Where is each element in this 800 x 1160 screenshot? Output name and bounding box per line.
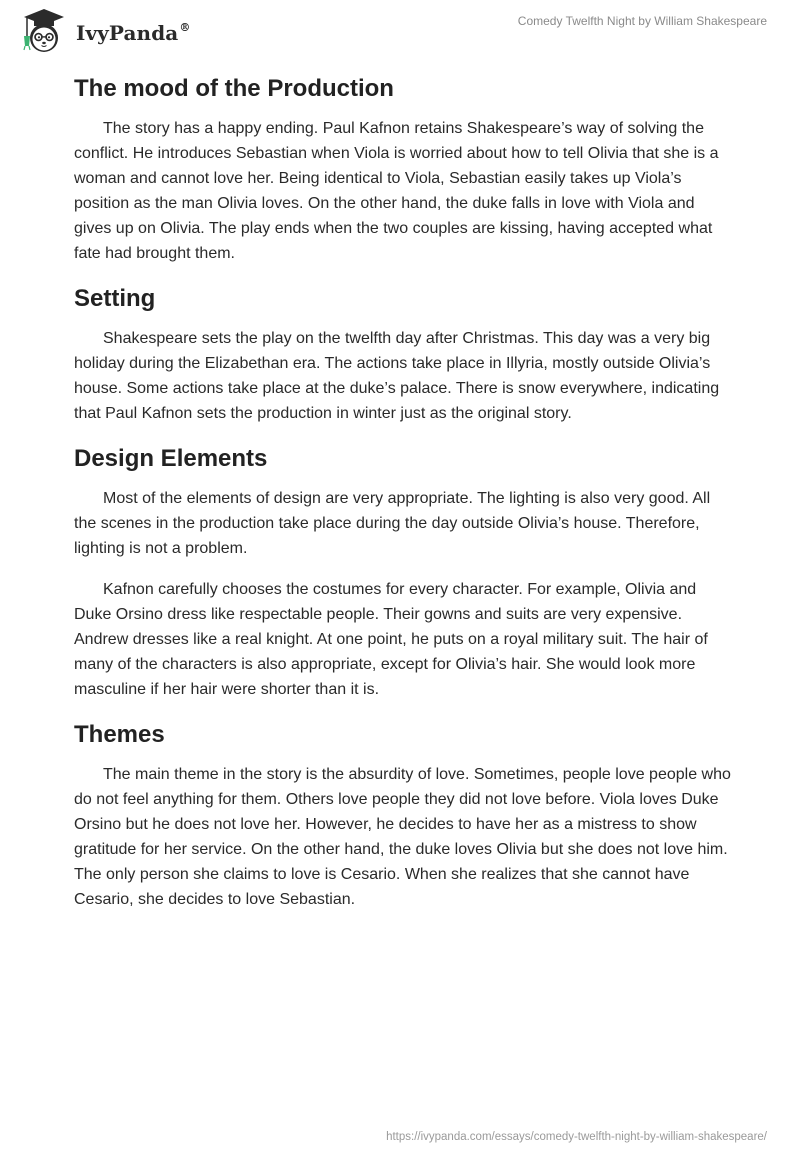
section-mood <box>74 72 734 266</box>
essay-content <box>74 72 734 928</box>
paragraph: Shakespeare sets the play on the twelfth day after Christmas. This day was a very big holiday during the Elizabethan era. The actions take place in Illyria, mostly outside Olivia’s house. Some actions take place at the duke’s palace. There is snow everywhere, indicating that Paul Kafnon sets the production in winter just as the original story. <box>74 330 720 422</box>
registered-mark: ® <box>179 21 191 34</box>
section-heading: Themes <box>74 721 165 748</box>
paragraph: Most of the elements of design are very appropriate. The lighting is also very good. All the scenes in the production take place during the day outside Olivia’s house. Therefore, lighting is not a problem. <box>74 490 711 557</box>
panda-graduate-icon <box>14 6 74 56</box>
section-themes <box>74 718 734 912</box>
paragraph: The main theme in the story is the absurdity of love. Sometimes, people love people who do not feel anything for them. Others love people they did not love before. Viola loves Duke Orsino but he does not love her. However, he decides to have her as a mistress to show gratitude for her service. On the other hand, the duke loves Olivia but she does not love him. The only person she claims to love is Cesario. When she realizes that she cannot have Cesario, she decides to love Sebastian. <box>74 766 731 908</box>
ivypanda-logo[interactable] <box>14 6 190 56</box>
section-setting <box>74 282 734 426</box>
section-design-elements <box>74 442 734 702</box>
brand-name: IvyPanda® <box>76 21 191 45</box>
document-title: Comedy Twelfth Night by William Shakespeare <box>517 14 767 28</box>
section-heading: Design Elements <box>74 445 268 472</box>
source-url-link[interactable]: https://ivypanda.com/essays/comedy-twelfth-night-by-william-shakespeare/ <box>386 1131 767 1143</box>
section-heading: The mood of the Production <box>74 75 394 102</box>
page-header <box>0 0 800 60</box>
section-heading: Setting <box>74 285 156 312</box>
paragraph: Kafnon carefully chooses the costumes for every character. For example, Olivia and Duke Orsino dress like respectable people. Their gowns and suits are very expensive. Andrew dresses like a real knight. At one point, he puts on a royal military suit. The hair of many of the characters is also appropriate, except for Olivia’s hair. She would look more masculine if her hair were shorter than it is. <box>74 581 708 698</box>
paragraph: The story has a happy ending. Paul Kafnon retains Shakespeare’s way of solving the conflict. He introduces Sebastian when Viola is worried about how to tell Olivia that she is a woman and cannot love her. Being identical to Viola, Sebastian easily takes up Viola’s position as the man Olivia loves. On the other hand, the duke falls in love with Viola and gives up on Olivia. The play ends when the two couples are kissing, having accepted what fate had brought them. <box>74 120 719 262</box>
